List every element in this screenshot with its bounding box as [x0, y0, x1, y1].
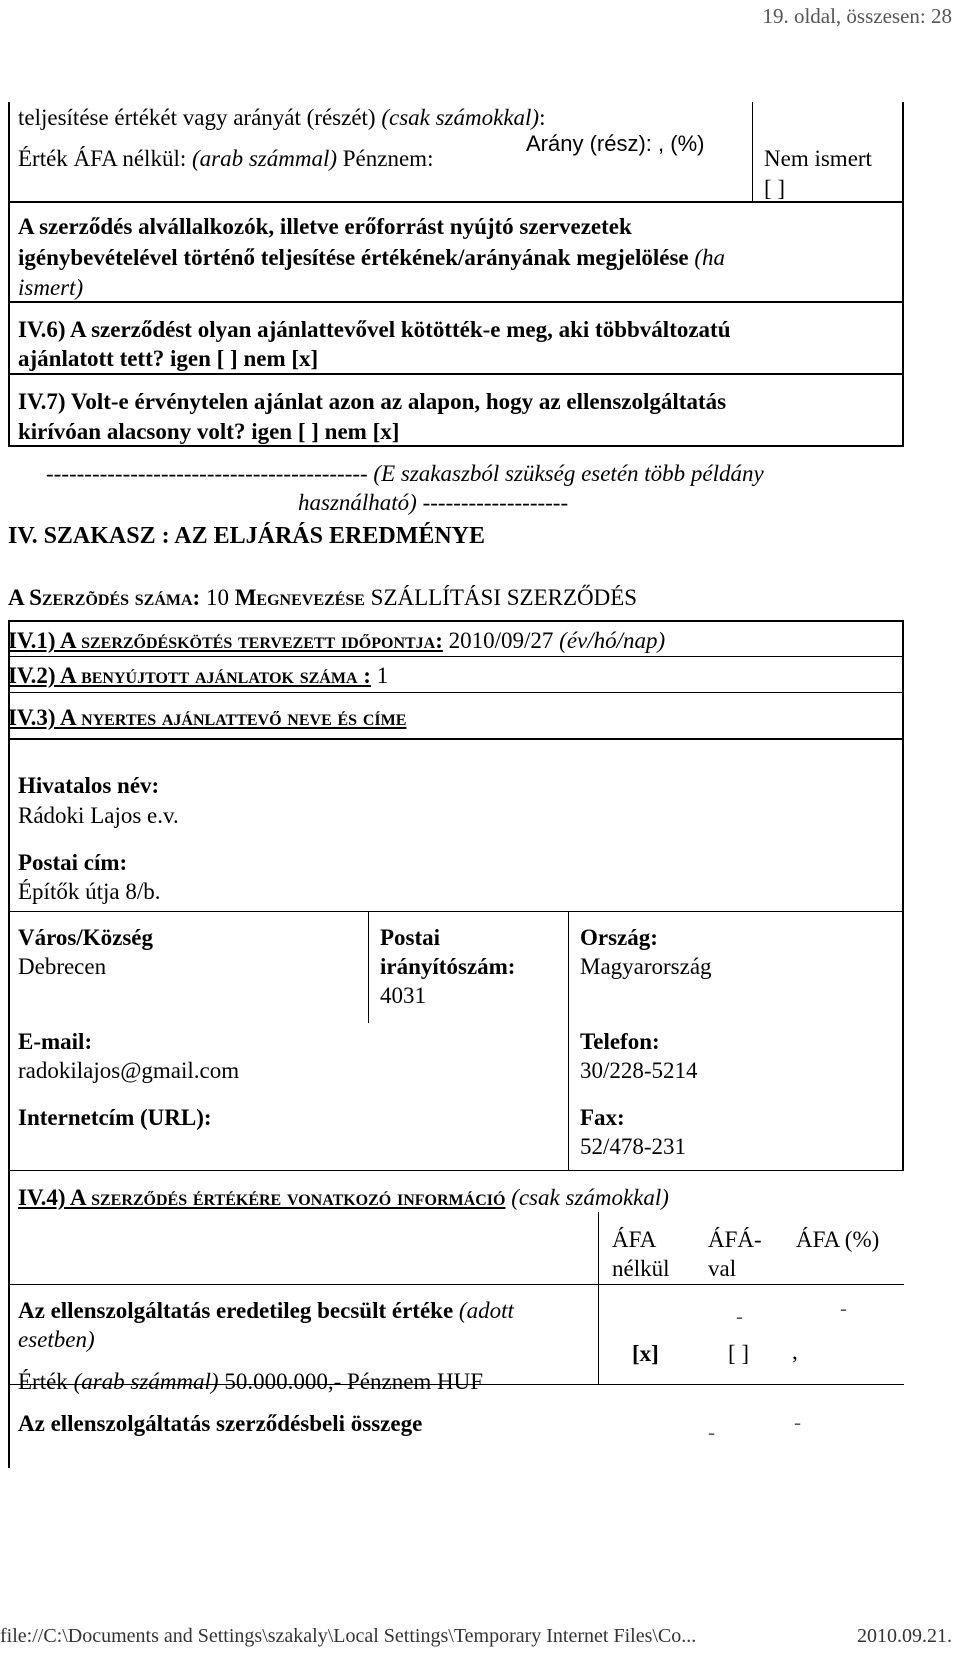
contract-sum-label: Az ellenszolgáltatás szerződésbeli összege — [18, 1411, 423, 1436]
iv3-bottom — [8, 738, 904, 740]
checkbox-afa-nelkul[interactable]: [x] — [632, 1341, 659, 1366]
address-bottom — [8, 911, 904, 912]
iv7-line1: IV.7) Volt-e érvénytelen ajánlat azon az alapon, hogy az ellenszolgáltatás — [18, 389, 727, 414]
afa-comma: , — [792, 1339, 798, 1364]
country-label: Ország: — [580, 925, 658, 950]
iv2-line: IV.2) A benyújtott ajánlatok száma : 1 — [8, 663, 389, 688]
col-afa-percent: ÁFA (%) — [796, 1227, 880, 1252]
iv6-left-border — [8, 302, 10, 374]
iv4-header-bottom — [8, 1284, 904, 1285]
iv4-title: IV.4) A szerződés értékére vonatkozó információ (csak számokkal) — [18, 1185, 669, 1210]
iv7-right-border — [902, 374, 904, 446]
postal-label-1: Postai — [380, 925, 441, 950]
block2-line3: ismert) — [18, 275, 84, 300]
address-value: Építők útja 8/b. — [18, 879, 161, 904]
dash-mark-3: - — [708, 1420, 715, 1444]
iv3-title: IV.3) A nyertes ajánlattevő neve és címe — [8, 705, 407, 730]
est-label-line1: Az ellenszolgáltatás eredetileg becsült értéke (adott — [18, 1298, 514, 1323]
page-info: 19. oldal, összesen: 28 — [762, 4, 952, 28]
address-label: Postai cím: — [18, 850, 128, 875]
country-value: Magyarország — [580, 954, 712, 979]
checkbox-afaval[interactable]: [ ] — [728, 1341, 750, 1366]
email-value[interactable]: radokilajos@gmail.com — [18, 1058, 240, 1083]
url-label: Internetcím (URL): — [18, 1105, 212, 1130]
separator-line2: használható) ------------------- — [298, 490, 569, 515]
nem-ismert-checkbox[interactable]: [ ] — [764, 176, 786, 201]
col-afaval-1: ÁFÁ- — [708, 1227, 762, 1252]
est-label-line2: esetben) — [18, 1327, 95, 1352]
name-label: Hivatalos név: — [18, 773, 160, 798]
city-col-divider2 — [568, 911, 569, 1171]
city-label: Város/Község — [18, 925, 154, 950]
col-afa-nelkul-2: nélkül — [612, 1256, 670, 1281]
iv1-divider — [8, 656, 904, 657]
iv-right-border — [902, 620, 904, 740]
block1-line1: teljesítése értékét vagy arányát (részét) (csak számokkal): — [18, 105, 546, 130]
block2-left-border — [8, 202, 10, 302]
iv4-left-col-divider — [598, 1284, 599, 1384]
col-afaval-2: val — [708, 1256, 737, 1281]
ertek-line: Érték ÁFA nélkül: (arab számmal) Pénznem: — [18, 146, 434, 171]
city-value: Debrecen — [18, 954, 107, 979]
block2-line2: igénybevételével történő teljesítése értékének/arányának megjelölése (ha — [18, 245, 726, 270]
block1-right-border — [902, 102, 904, 202]
block2-bottom-border — [8, 301, 904, 303]
winner-left-border — [8, 740, 10, 1468]
footer-path: file://C:\Documents and Settings\szakaly\Local Settings\Temporary Internet Files\Co... — [0, 1625, 697, 1647]
block1-left-border — [8, 102, 10, 202]
dash-mark-4: - — [794, 1410, 801, 1434]
phone-label: Telefon: — [580, 1029, 660, 1054]
est-value-line: Érték (arab számmal) 50.000.000,- Pénznem HUF — [18, 1369, 484, 1394]
fax-value: 52/478-231 — [580, 1134, 687, 1159]
contract-line: A Szerzõdés száma: 10 Megnevezése SZÁLLÍTÁSI SZERZŐDÉS — [8, 585, 638, 610]
iv6-right-border — [902, 302, 904, 374]
iv7-line2: kirívóan alacsony volt? igen [ ] nem [x] — [18, 419, 400, 444]
name-value: Rádoki Lajos e.v. — [18, 803, 179, 828]
nem-ismert-label: Nem ismert — [764, 146, 872, 171]
iv7-left-border — [8, 374, 10, 446]
iv6-line1: IV.6) A szerződést olyan ajánlattevővel kötötték-e meg, aki többváltozatú — [18, 317, 731, 342]
block2-right-border — [902, 202, 904, 302]
section-title: IV. SZAKASZ : AZ ELJÁRÁS EREDMÉNYE — [8, 523, 485, 549]
iv2-divider — [8, 692, 904, 693]
footer-date: 2010.09.21. — [857, 1625, 952, 1647]
iv4-col-divider — [598, 1212, 599, 1284]
fax-label: Fax: — [580, 1105, 625, 1130]
iv1-top-border — [8, 620, 904, 622]
email-label: E-mail: — [18, 1029, 93, 1054]
iv1-line: IV.1) A szerződéskötés tervezett időpontja: 2010/09/27 (év/hó/nap) — [8, 628, 666, 653]
dash-mark-2: - — [840, 1296, 847, 1320]
winner-bottom — [8, 1170, 904, 1171]
winner-right-border — [902, 740, 904, 1170]
col-afa-nelkul-1: ÁFA — [612, 1227, 657, 1252]
dash-mark-1: - — [736, 1304, 743, 1328]
city-col-divider1 — [368, 911, 369, 1023]
postal-value: 4031 — [380, 983, 426, 1008]
iv6-line2: ajánlatott tett? igen [ ] nem [x] — [18, 346, 319, 371]
block1-divider — [752, 102, 753, 202]
separator-line1: ------------------------------------------ (E szakaszból szükség esetén több példány — [46, 461, 764, 486]
arany-label: Arány (rész): , (%) — [526, 131, 705, 156]
phone-value: 30/228-5214 — [580, 1058, 698, 1083]
postal-label-2: irányítószám: — [380, 954, 516, 979]
block2-line1: A szerződés alvállalkozók, illetve erőforrást nyújtó szervezetek — [18, 214, 632, 239]
